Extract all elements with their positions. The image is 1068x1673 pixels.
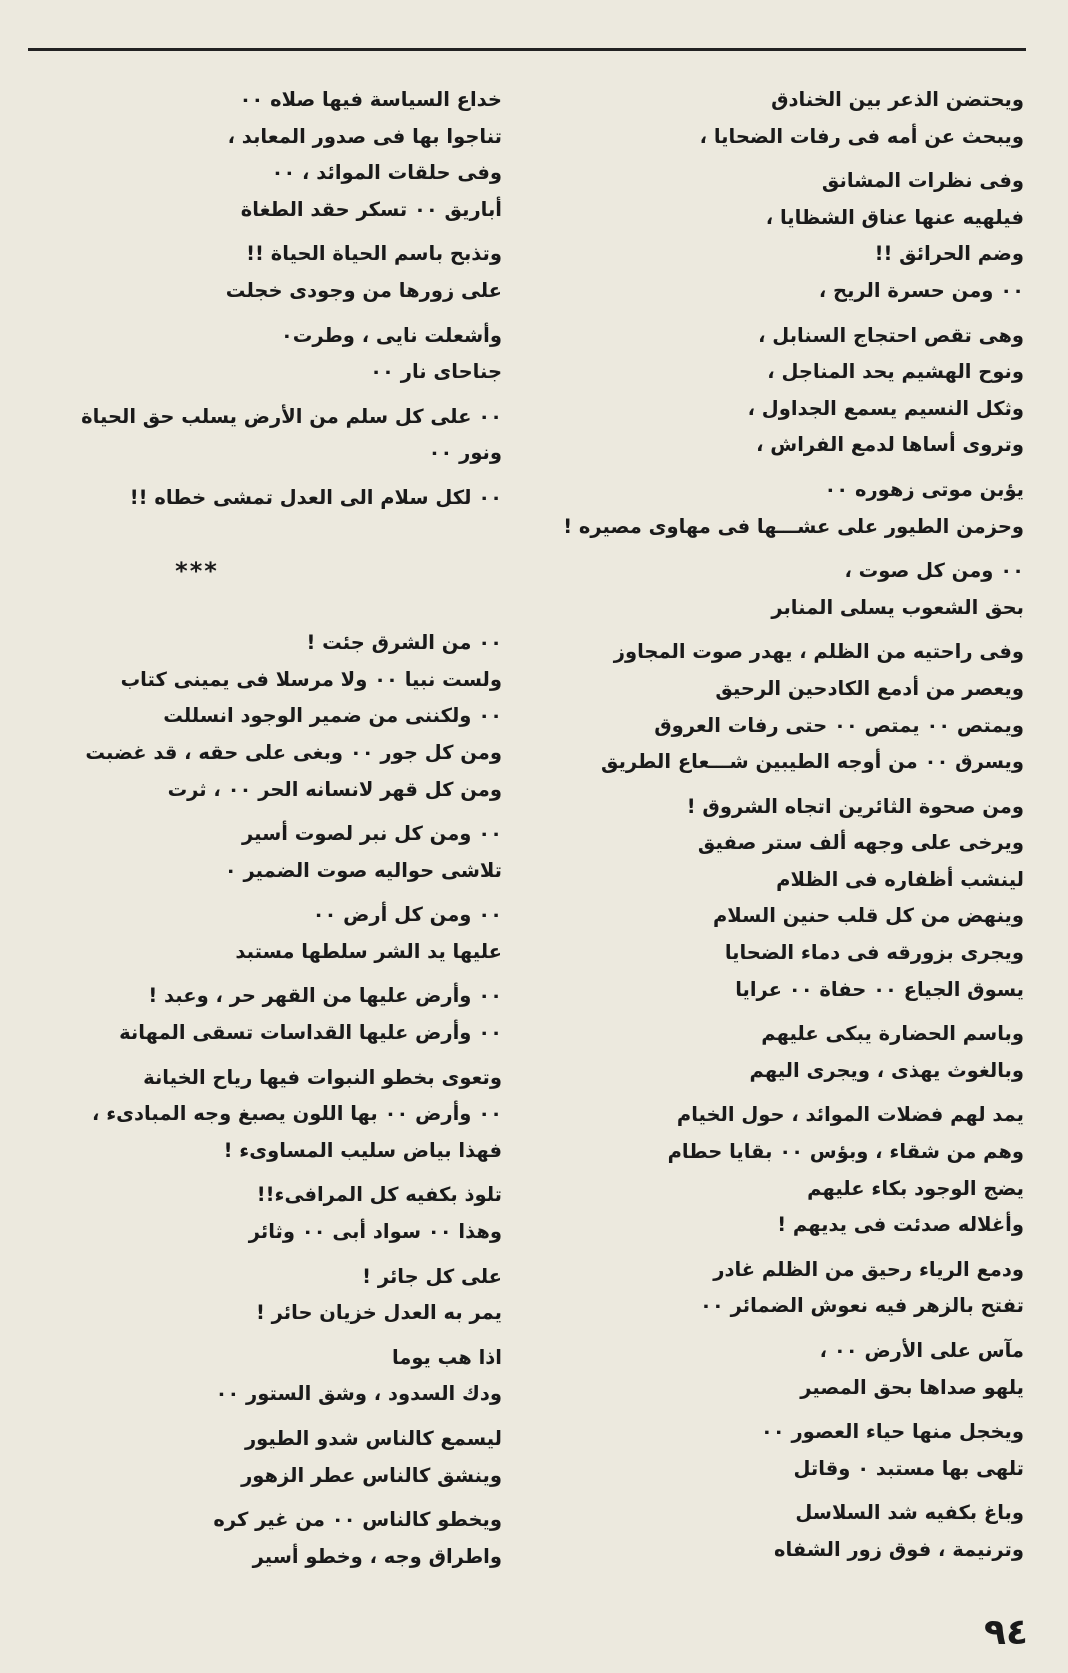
poem-line: وأغلاله صدئت فى يديهم ! (777, 1213, 1024, 1237)
poem-line: ونوح الهشيم يحد المناجل ، (767, 360, 1024, 384)
poem-line: ويسرق ٠٠ من أوجه الطيبين شـــعاع الطريق (601, 750, 1024, 774)
poem-line: ٠٠ ومن كل نبر لصوت أسير (242, 822, 502, 846)
poem-line: وتذبح باسم الحياة الحياة !! (246, 242, 502, 266)
poem-line: عليها يد الشر سلطها مستبد (235, 939, 502, 963)
poem-line: وهى تقص احتجاج السنابل ، (758, 323, 1024, 347)
poem-line: ٠٠ لكل سلام الى العدل تمشى خطاه !! (129, 485, 502, 509)
poem-line: وهذا ٠٠ سواد أبى ٠٠ وثائر (248, 1220, 502, 1244)
poem-line: ويرخى على وجهه ألف ستر صفيق (697, 831, 1024, 855)
poem-line: ويحتضن الذعر بين الخنادق (771, 88, 1024, 111)
poem-line: وأشعلت نايى ، وطرت٠ (280, 323, 502, 347)
poem-line: ليسمع كالناس شدو الطيور (244, 1427, 502, 1450)
poem-line: ومن كل قهر لانسانه الحر ٠٠ ، ثرت (167, 777, 502, 801)
poem-line: ٠٠ ومن كل أرض ٠٠ (312, 903, 502, 927)
poem-line: وفى راحتيه من الظلم ، يهدر صوت المجاوز (613, 640, 1024, 664)
poem-line: لينشب أظفاره فى الظلام (776, 867, 1024, 891)
poem-line: يلهو صداها بحق المصير (800, 1375, 1024, 1399)
poem-line: مآس على الأرض ٠٠ ، (819, 1339, 1024, 1362)
poem-line: وضم الحرائق !! (874, 242, 1024, 266)
poem-line: يمر به العدل خزيان حائر ! (255, 1301, 502, 1325)
poem-line: واطراق وجه ، وخطو أسير (252, 1544, 502, 1568)
poem-column-left (32, 82, 502, 1575)
poem-line: وترنيمة ، فوق زور الشفاه (773, 1537, 1024, 1561)
poem-column-right (534, 82, 1024, 1569)
stanza-separator: *** (175, 556, 219, 585)
poem-line: ودمع الرياء رحيق من الظلم غادر (713, 1257, 1024, 1281)
poem-line: يمد لهم فضلات الموائد ، حول الخيام (676, 1103, 1024, 1127)
poem-line: ويعصر من أدمع الكادحين الرحيق (715, 676, 1024, 700)
poem-line: فيلهيه عنها عناق الشظايا ، (765, 205, 1024, 229)
poem-line: ٠٠ وأرض ٠٠ بها اللون يصبغ وجه المبادىء ، (92, 1102, 502, 1126)
poem-line: فهذا بياض سليب المساوىء ! (223, 1138, 502, 1162)
poem-line: جناحاى نار ٠٠ (370, 360, 502, 384)
poem-line: ويخطو كالناس ٠٠ من غير كره (213, 1508, 502, 1532)
poem-line: وباسم الحضارة يبكى عليهم (761, 1022, 1024, 1046)
poem-line: وينشق كالناس عطر الزهور (241, 1463, 502, 1487)
poem-line: ويمتص ٠٠ يمتص ٠٠ حتى رفات العروق (654, 713, 1024, 737)
poem-line: وتروى أساها لدمع الفراش ، (756, 433, 1024, 457)
poem-line: ويخجل منها حياء العصور ٠٠ (760, 1420, 1024, 1444)
poem-line: يسوق الجياع ٠٠ حفاة ٠٠ عرايا (735, 977, 1024, 1001)
poem-line: ٠٠ ومن حسرة الريح ، (818, 278, 1024, 302)
poem-line: ٠٠ على كل سلم من الأرض يسلب حق الحياة (81, 404, 502, 428)
poem-line: وتعوى بخطو النبوات فيها رياح الخيانة (143, 1065, 502, 1089)
poem-line: ٠٠ ومن كل صوت ، (844, 559, 1024, 583)
page-number: ٩٤ (984, 1612, 1028, 1653)
poem-line: ولست نبيا ٠٠ ولا مرسلا فى يمينى كتاب (120, 667, 502, 691)
poem-line: على زورها من وجودى خجلت (225, 278, 502, 302)
poem-line: ٠٠ وأرض عليها القداسات تسقى المهانة (119, 1021, 502, 1045)
poem-line: يؤبن موتى زهوره ٠٠ (824, 477, 1024, 501)
poem-line: ويجرى بزورقه فى دماء الضحايا (724, 941, 1024, 965)
poem-line: ومن صحوة الثائرين اتجاه الشروق ! (686, 794, 1024, 818)
poem-line: على كل جائر ! (362, 1264, 502, 1288)
poem-line: وثكل النسيم يسمع الجداول ، (747, 396, 1024, 420)
poem-line: تفتح بالزهر فيه نعوش الضمائر ٠٠ (700, 1294, 1024, 1318)
poem-line: تلاشى حواليه صوت الضمير ٠ (224, 858, 502, 882)
poem-line: وفى حلقات الموائد ، ٠٠ (271, 161, 502, 185)
poem-line: وحزمن الطيور على عشـــها فى مهاوى مصيره ! (563, 514, 1024, 538)
poem-line: يضج الوجود بكاء عليهم (807, 1176, 1024, 1200)
poem-line: وهم من شقاء ، وبؤس ٠٠ بقايا حطام (667, 1140, 1024, 1164)
top-rule (28, 48, 1026, 51)
poem-line: ٠٠ من الشرق جئت ! (306, 631, 502, 655)
poem-line: ونور ٠٠ (428, 441, 502, 465)
poem-line: وفى نظرات المشانق (821, 169, 1024, 193)
poem-line: وينهض من كل قلب حنين السلام (712, 904, 1024, 928)
poem-line: تلهى بها مستبد ٠ وقاتل (793, 1456, 1024, 1480)
poem-line: بحق الشعوب يسلى المنابر (771, 595, 1024, 619)
poem-line: خداع السياسة فيها صلاه ٠٠ (239, 88, 502, 111)
poem-line: وباغ بكفيه شد السلاسل (795, 1501, 1024, 1525)
poem-line: وبالغوث يهذى ، ويجرى اليهم (749, 1058, 1024, 1082)
poem-line: ودك السدود ، وشق الستور ٠٠ (215, 1382, 502, 1406)
poem-line: ويبحث عن أمه فى رفات الضحايا ، (699, 124, 1024, 148)
poem-line: ومن كل جور ٠٠ وبغى على حقه ، قد غضبت (85, 740, 502, 764)
poem-line: اذا هب يوما (391, 1345, 502, 1369)
poem-line: تناجوا بها فى صدور المعابد ، (227, 124, 502, 148)
poem-line: أباريق ٠٠ تسكر حقد الطغاة (240, 197, 502, 221)
poem-line: ٠٠ ولكننى من ضمير الوجود انسللت (163, 704, 502, 728)
poem-line: ٠٠ وأرض عليها من القهر حر ، وعبد ! (148, 984, 502, 1008)
poem-line: تلوذ بكفيه كل المرافىء!! (256, 1183, 502, 1207)
